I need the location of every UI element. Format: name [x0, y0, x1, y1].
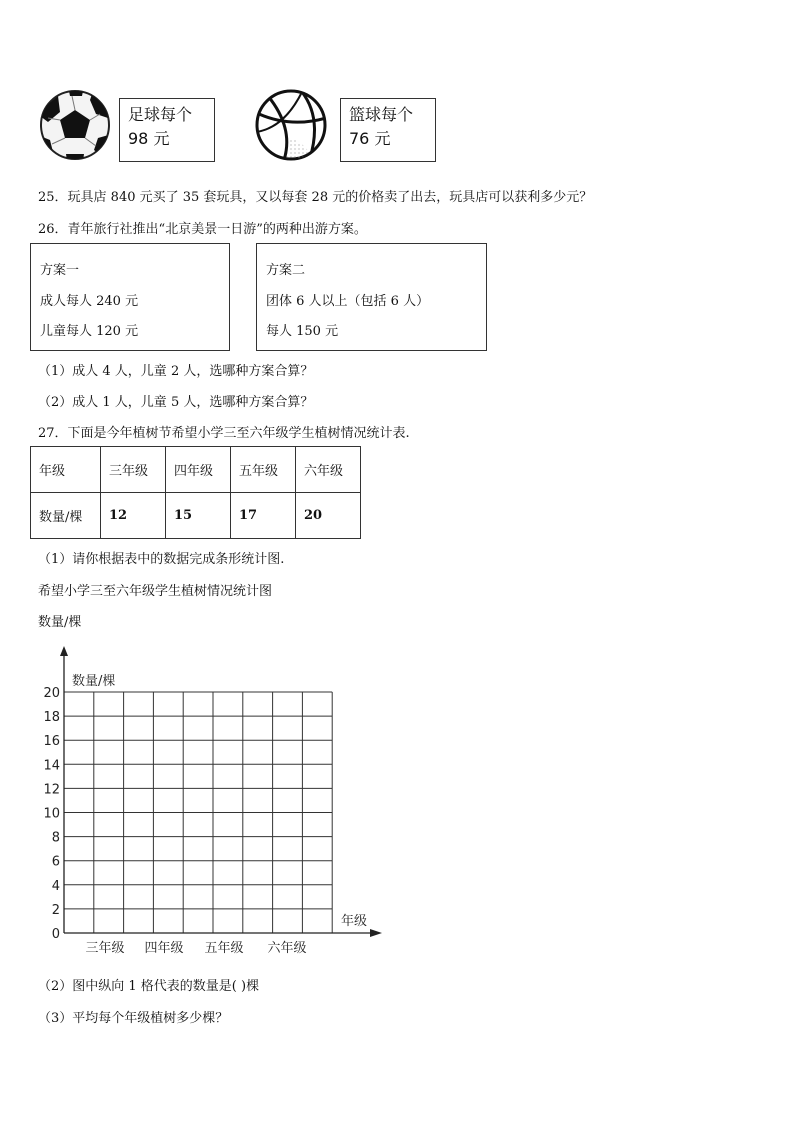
x-axis-title: 年级	[341, 914, 368, 929]
question-27-part-3: （3）平均每个年级植树多少棵？	[38, 1011, 229, 1026]
question-26: 26．青年旅行社推出“北京美景一日游”的两种出游方案。	[38, 222, 367, 237]
plan-one-adult-price: 成人每人 240 元	[40, 294, 139, 309]
y-axis-title: 数量/棵	[72, 674, 116, 689]
y-tick-label: 12	[43, 782, 60, 798]
x-axis-arrow	[370, 929, 382, 937]
y-axis-arrow	[60, 646, 68, 656]
plan-one-box	[30, 243, 230, 351]
table-cell: 12	[101, 493, 166, 539]
table-cell: 五年级	[231, 447, 296, 493]
x-category-label: 三年级	[85, 941, 125, 956]
basketball-price-box	[340, 98, 436, 162]
football-image	[38, 88, 112, 162]
x-category-label: 五年级	[204, 941, 244, 956]
football-price: 98 元	[128, 129, 170, 148]
planting-stats-table	[30, 446, 361, 539]
x-category-label: 六年级	[267, 941, 307, 956]
y-tick-label: 6	[51, 854, 60, 870]
plan-one-child-price: 儿童每人 120 元	[40, 324, 139, 339]
chart-title: 希望小学三至六年级学生植树情况统计图	[38, 584, 273, 599]
y-tick-label: 10	[43, 806, 60, 822]
football-label: 足球每个	[128, 105, 193, 124]
y-tick-label: 4	[51, 878, 60, 894]
question-26-part-1: （1）成人 4 人，儿童 2 人，选哪种方案合算？	[38, 364, 314, 379]
y-tick-label: 20	[43, 686, 60, 701]
football-price-box	[119, 98, 215, 162]
basketball-label: 篮球每个	[349, 105, 414, 124]
table-cell: 六年级	[296, 447, 361, 493]
basketball-price: 76 元	[349, 129, 391, 148]
chart-axes	[60, 646, 382, 937]
question-27-part-2: （2）图中纵向 1 格代表的数量是( )棵	[38, 979, 260, 994]
plan-two-price: 每人 150 元	[266, 324, 339, 339]
table-cell: 三年级	[101, 447, 166, 493]
table-cell: 17	[231, 493, 296, 539]
table-cell: 20	[296, 493, 361, 539]
chart-grid	[64, 692, 332, 933]
y-tick-label: 0	[51, 927, 60, 942]
table-cell: 年级	[31, 447, 101, 493]
plan-two-title: 方案二	[266, 263, 306, 278]
question-27-part-1: （1）请你根据表中的数据完成条形统计图.	[38, 552, 285, 567]
chart-unit-label: 数量/棵	[38, 615, 82, 630]
x-category-label: 四年级	[144, 941, 184, 956]
table-header-row	[31, 447, 361, 493]
plan-two-box	[256, 243, 487, 351]
y-tick-label: 2	[51, 902, 60, 918]
y-tick-label: 14	[43, 758, 60, 774]
question-27: 27．下面是今年植树节希望小学三至六年级学生植树情况统计表.	[38, 426, 410, 441]
basketball-image	[254, 88, 328, 162]
chart-labels	[43, 673, 367, 956]
question-25: 25．玩具店 840 元买了 35 套玩具，又以每套 28 元的价格卖了出去，玩具店可以获利多少元？	[38, 190, 593, 205]
bar-chart	[30, 640, 400, 960]
y-tick-label: 16	[43, 734, 60, 750]
table-cell: 四年级	[166, 447, 231, 493]
table-cell: 数量/棵	[31, 493, 101, 539]
y-tick-label: 18	[43, 710, 60, 726]
plan-two-group-rule: 团体 6 人以上（包括 6 人）	[266, 294, 430, 309]
question-26-part-2: （2）成人 1 人，儿童 5 人，选哪种方案合算？	[38, 395, 314, 410]
table-cell: 15	[166, 493, 231, 539]
y-tick-label: 8	[51, 830, 60, 846]
plan-one-title: 方案一	[40, 263, 80, 278]
table-data-row	[31, 493, 361, 539]
